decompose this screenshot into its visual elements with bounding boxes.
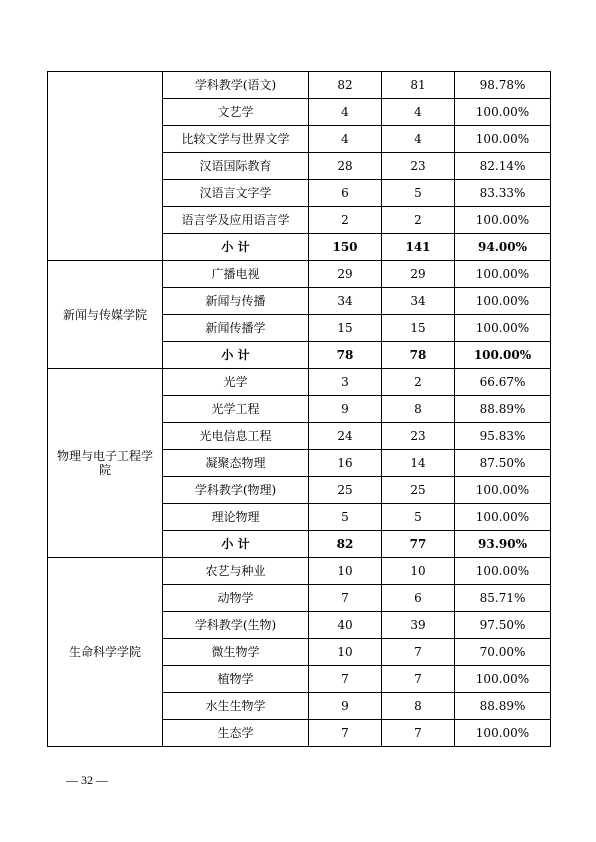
rate-cell: 100.00% — [455, 207, 551, 234]
major-cell: 学科教学(物理) — [163, 477, 309, 504]
major-cell: 广播电视 — [163, 261, 309, 288]
count-a-cell: 34 — [309, 288, 382, 315]
count-a-cell: 16 — [309, 450, 382, 477]
count-b-cell: 29 — [382, 261, 455, 288]
count-b-cell: 39 — [382, 612, 455, 639]
count-a-cell: 25 — [309, 477, 382, 504]
major-cell: 植物学 — [163, 666, 309, 693]
count-b-cell: 6 — [382, 585, 455, 612]
count-b-cell: 10 — [382, 558, 455, 585]
count-a-cell: 6 — [309, 180, 382, 207]
count-a-cell: 5 — [309, 504, 382, 531]
rate-cell: 100.00% — [455, 504, 551, 531]
count-a-cell: 40 — [309, 612, 382, 639]
rate-cell: 66.67% — [455, 369, 551, 396]
rate-cell: 94.00% — [455, 234, 551, 261]
table-row — [48, 72, 551, 99]
major-cell: 光学 — [163, 369, 309, 396]
count-b-cell: 4 — [382, 126, 455, 153]
major-cell: 学科教学(生物) — [163, 612, 309, 639]
count-a-cell: 7 — [309, 666, 382, 693]
count-b-cell: 5 — [382, 504, 455, 531]
count-a-cell: 150 — [309, 234, 382, 261]
college-name-cell: 物理与电子工程学院 — [48, 369, 163, 558]
major-cell: 生态学 — [163, 720, 309, 747]
count-b-cell: 23 — [382, 153, 455, 180]
count-b-cell: 7 — [382, 720, 455, 747]
major-cell: 微生物学 — [163, 639, 309, 666]
count-b-cell: 78 — [382, 342, 455, 369]
count-a-cell: 9 — [309, 693, 382, 720]
college-name-cell: 新闻与传媒学院 — [48, 261, 163, 369]
rate-cell: 88.89% — [455, 396, 551, 423]
rate-cell: 85.71% — [455, 585, 551, 612]
rate-cell: 100.00% — [455, 261, 551, 288]
rate-cell: 97.50% — [455, 612, 551, 639]
count-b-cell: 2 — [382, 369, 455, 396]
major-cell: 文艺学 — [163, 99, 309, 126]
subtotal-label-cell: 小 计 — [163, 234, 309, 261]
table-row — [48, 369, 551, 396]
count-b-cell: 8 — [382, 396, 455, 423]
rate-cell: 100.00% — [455, 558, 551, 585]
rate-cell: 95.83% — [455, 423, 551, 450]
count-b-cell: 4 — [382, 99, 455, 126]
rate-cell: 100.00% — [455, 288, 551, 315]
subtotal-label-cell: 小 计 — [163, 531, 309, 558]
count-b-cell: 25 — [382, 477, 455, 504]
count-a-cell: 7 — [309, 720, 382, 747]
rate-cell: 70.00% — [455, 639, 551, 666]
rate-cell: 100.00% — [455, 99, 551, 126]
major-cell: 新闻与传播 — [163, 288, 309, 315]
count-a-cell: 29 — [309, 261, 382, 288]
table-row — [48, 261, 551, 288]
rate-cell: 83.33% — [455, 180, 551, 207]
rate-cell: 98.78% — [455, 72, 551, 99]
count-a-cell: 4 — [309, 126, 382, 153]
subtotal-label-cell: 小 计 — [163, 342, 309, 369]
count-a-cell: 10 — [309, 639, 382, 666]
rate-cell: 100.00% — [455, 126, 551, 153]
count-b-cell: 14 — [382, 450, 455, 477]
count-b-cell: 15 — [382, 315, 455, 342]
major-cell: 农艺与种业 — [163, 558, 309, 585]
rate-cell: 87.50% — [455, 450, 551, 477]
rate-cell: 100.00% — [455, 342, 551, 369]
major-cell: 汉语国际教育 — [163, 153, 309, 180]
major-cell: 水生生物学 — [163, 693, 309, 720]
rate-cell: 82.14% — [455, 153, 551, 180]
count-a-cell: 10 — [309, 558, 382, 585]
count-a-cell: 15 — [309, 315, 382, 342]
rate-cell: 100.00% — [455, 666, 551, 693]
rate-cell: 100.00% — [455, 315, 551, 342]
rate-cell: 93.90% — [455, 531, 551, 558]
count-a-cell: 28 — [309, 153, 382, 180]
count-b-cell: 2 — [382, 207, 455, 234]
major-cell: 光电信息工程 — [163, 423, 309, 450]
count-b-cell: 81 — [382, 72, 455, 99]
page-number: — 32 — — [66, 773, 108, 787]
table-body — [48, 72, 551, 747]
major-cell: 语言学及应用语言学 — [163, 207, 309, 234]
college-name-cell: 生命科学学院 — [48, 558, 163, 747]
count-a-cell: 78 — [309, 342, 382, 369]
count-a-cell: 24 — [309, 423, 382, 450]
count-b-cell: 23 — [382, 423, 455, 450]
count-b-cell: 7 — [382, 666, 455, 693]
count-b-cell: 141 — [382, 234, 455, 261]
count-b-cell: 7 — [382, 639, 455, 666]
count-a-cell: 82 — [309, 531, 382, 558]
count-b-cell: 5 — [382, 180, 455, 207]
major-cell: 汉语言文字学 — [163, 180, 309, 207]
count-a-cell: 3 — [309, 369, 382, 396]
count-a-cell: 2 — [309, 207, 382, 234]
major-cell: 比较文学与世界文学 — [163, 126, 309, 153]
major-cell: 动物学 — [163, 585, 309, 612]
count-a-cell: 9 — [309, 396, 382, 423]
employment-table — [47, 71, 551, 747]
count-b-cell: 77 — [382, 531, 455, 558]
count-b-cell: 34 — [382, 288, 455, 315]
college-name-cell — [48, 72, 163, 261]
rate-cell: 100.00% — [455, 477, 551, 504]
count-b-cell: 8 — [382, 693, 455, 720]
rate-cell: 100.00% — [455, 720, 551, 747]
rate-cell: 88.89% — [455, 693, 551, 720]
major-cell: 光学工程 — [163, 396, 309, 423]
major-cell: 理论物理 — [163, 504, 309, 531]
major-cell: 学科教学(语文) — [163, 72, 309, 99]
major-cell: 新闻传播学 — [163, 315, 309, 342]
major-cell: 凝聚态物理 — [163, 450, 309, 477]
count-a-cell: 7 — [309, 585, 382, 612]
count-a-cell: 82 — [309, 72, 382, 99]
count-a-cell: 4 — [309, 99, 382, 126]
table-row — [48, 558, 551, 585]
